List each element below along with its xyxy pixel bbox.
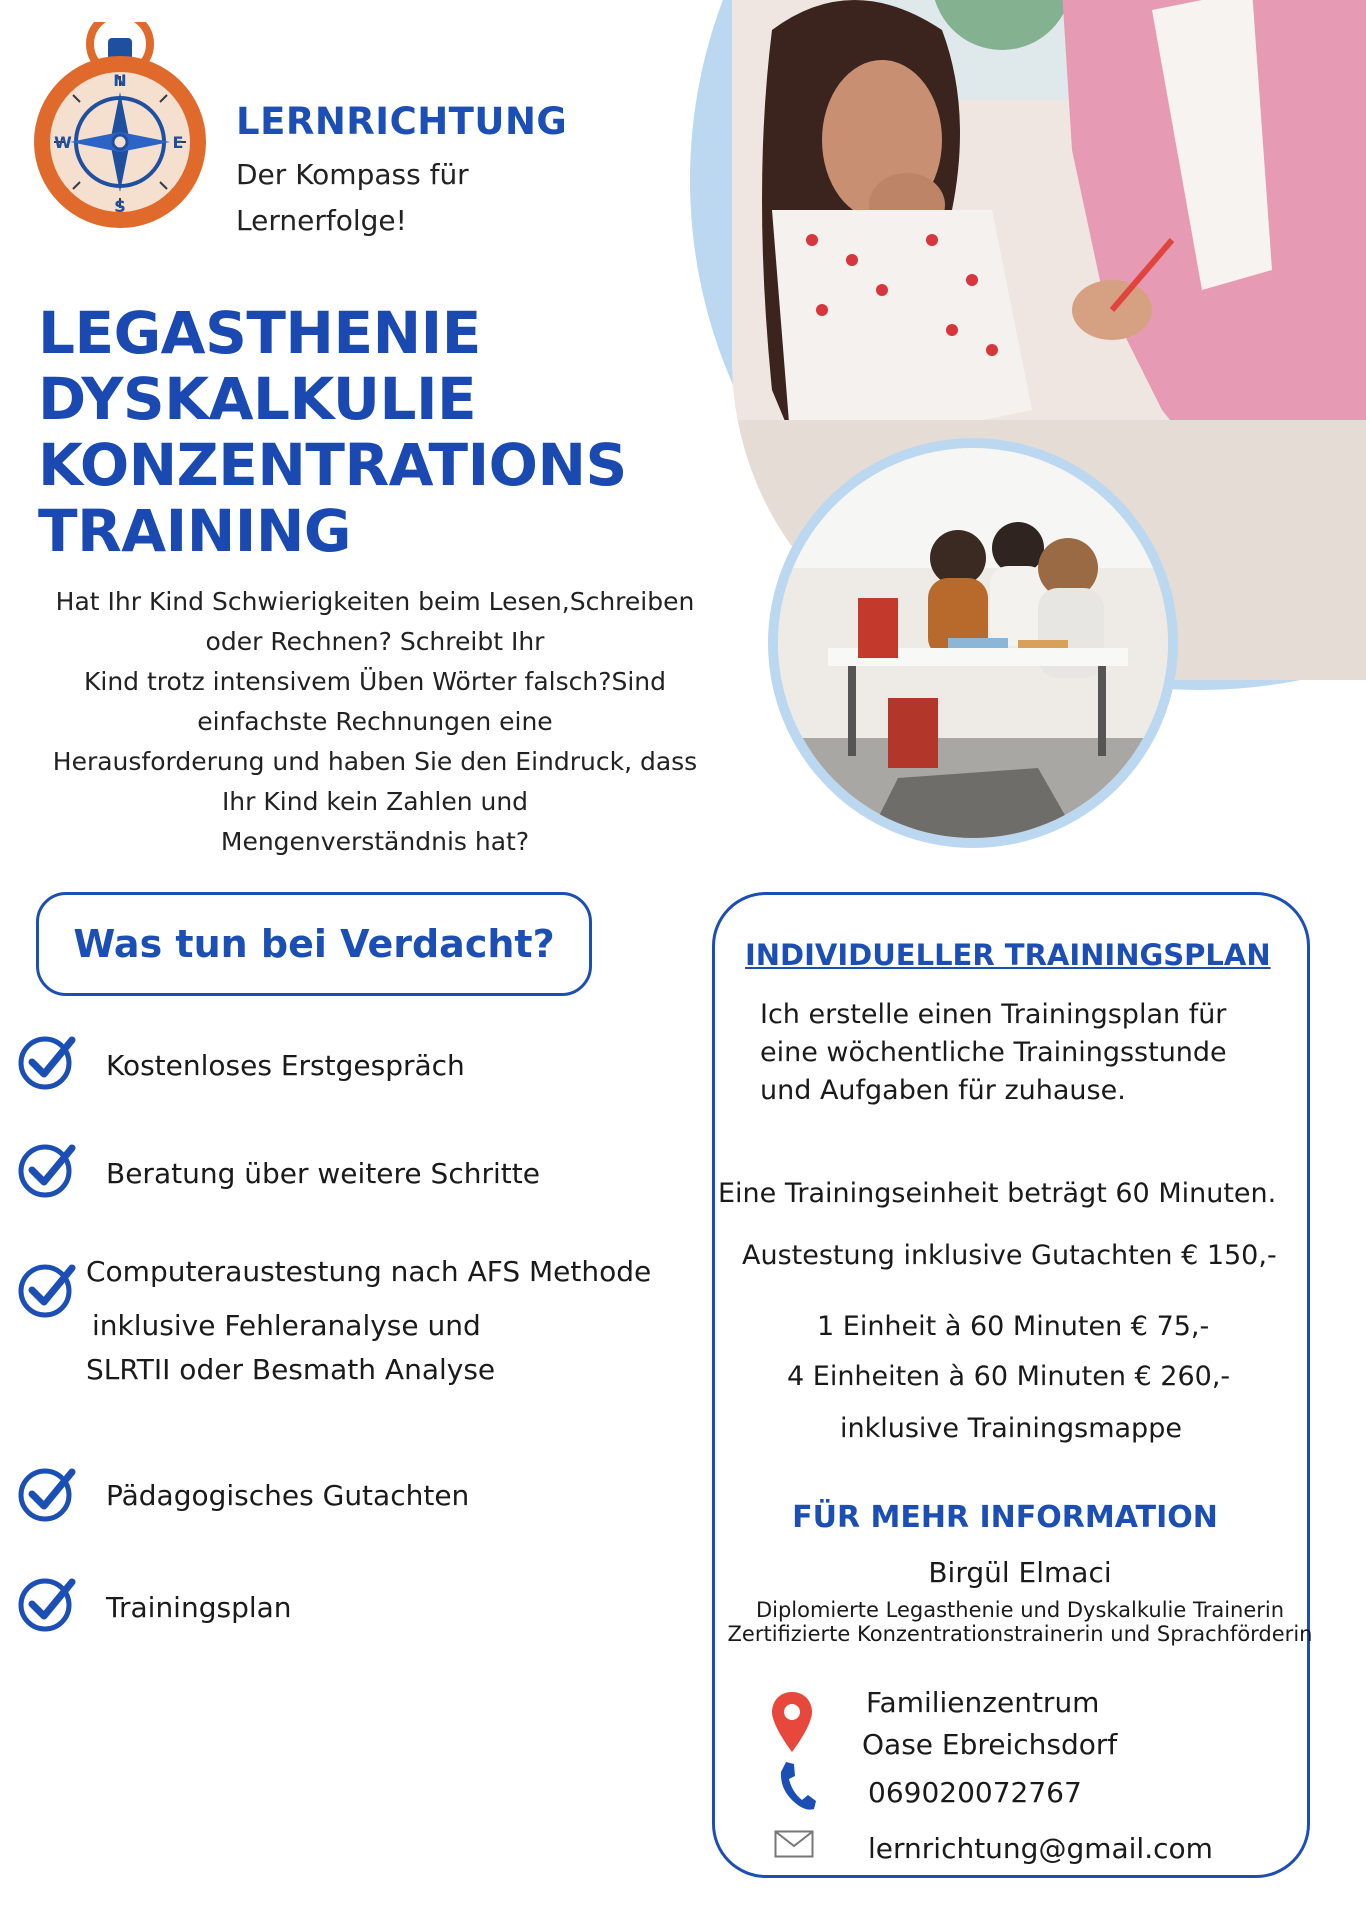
- tagline-line-2: Lernerfolge!: [236, 204, 407, 237]
- intro-line: einfachste Rechnungen eine: [197, 707, 553, 736]
- headline-line-2: DYSKALKULIE: [38, 365, 477, 433]
- duration-text: Eine Trainingseinheit beträgt 60 Minuten.: [718, 1178, 1277, 1209]
- students-at-table-illustration: [778, 448, 1168, 838]
- intro-line: Ihr Kind kein Zahlen und: [221, 787, 529, 816]
- classroom-photo-students: [778, 448, 1168, 838]
- checklist-item: [18, 1250, 651, 1392]
- intro-line: Herausforderung und haben Sie den Eindruck, dass: [52, 747, 698, 776]
- info-title: FÜR MEHR INFORMATION: [792, 1500, 1218, 1535]
- brand-name: LERNRICHTUNG: [236, 100, 568, 143]
- checklist-label-cont: SLRTII oder Besmath Analyse: [86, 1353, 496, 1386]
- tagline-line-1: Der Kompass für: [236, 158, 469, 191]
- headline: [38, 300, 627, 564]
- location-pin-icon: [770, 1690, 814, 1754]
- checklist-label-cont: inklusive Fehleranalyse und: [92, 1309, 481, 1342]
- plan-description: [760, 996, 1227, 1110]
- trainer-credentials: [720, 1598, 1320, 1646]
- checkmark-circle-icon: [18, 1258, 78, 1318]
- plan-text-line: eine wöchentliche Trainingsstunde: [760, 1037, 1227, 1068]
- checkmark-circle-icon: [18, 1572, 78, 1632]
- verdacht-title-box: [36, 892, 592, 996]
- headline-line-4: TRAINING: [38, 497, 351, 565]
- verdacht-title: Was tun bei Verdacht?: [73, 922, 555, 966]
- plan-title: INDIVIDUELLER TRAININGSPLAN: [745, 938, 1271, 972]
- brand-tagline: [236, 152, 469, 244]
- compass-letter-e: E: [172, 133, 184, 152]
- mail-icon: [774, 1830, 814, 1858]
- price-single: 1 Einheit à 60 Minuten € 75,-: [817, 1311, 1210, 1342]
- headline-line-1: LEGASTHENIE: [38, 299, 481, 367]
- checklist-item: [18, 1138, 540, 1198]
- compass-logo: [30, 22, 210, 242]
- location-line-2: Oase Ebreichsdorf: [862, 1728, 1118, 1761]
- checklist-label: Trainingsplan: [106, 1591, 292, 1624]
- price-note: inklusive Trainingsmappe: [840, 1413, 1182, 1444]
- checklist-item: [18, 1030, 465, 1090]
- phone-number[interactable]: 069020072767: [868, 1776, 1082, 1809]
- checklist-label: Kostenloses Erstgespräch: [106, 1049, 465, 1082]
- checklist-label: Beratung über weitere Schritte: [106, 1157, 540, 1190]
- checklist-item: [18, 1572, 292, 1632]
- price-test: Austestung inklusive Gutachten € 150,-: [742, 1240, 1277, 1271]
- checkmark-circle-icon: [18, 1462, 78, 1522]
- compass-icon: [30, 22, 210, 242]
- checklist-label: Pädagogisches Gutachten: [106, 1479, 470, 1512]
- headline-line-3: KONZENTRATIONS: [38, 431, 627, 499]
- plan-text-line: Ich erstelle einen Trainingsplan für: [760, 999, 1227, 1030]
- intro-line: Kind trotz intensivem Üben Wörter falsch?Sind: [83, 667, 667, 696]
- location-line-1: Familienzentrum: [866, 1686, 1100, 1719]
- intro-paragraph: [20, 582, 730, 862]
- email-address[interactable]: lernrichtung@gmail.com: [868, 1832, 1213, 1865]
- intro-line: Mengenverständnis hat?: [220, 827, 530, 856]
- plan-text-line: und Aufgaben für zuhause.: [760, 1075, 1126, 1106]
- checkmark-circle-icon: [18, 1138, 78, 1198]
- intro-line: oder Rechnen? Schreibt Ihr: [205, 627, 545, 656]
- checklist-multiline-text: [86, 1250, 651, 1392]
- compass-letter-s: S: [114, 197, 126, 216]
- checkmark-circle-icon: [18, 1030, 78, 1090]
- checklist-item: [18, 1462, 469, 1522]
- compass-letter-n: N: [113, 71, 127, 90]
- compass-letter-w: W: [54, 133, 72, 152]
- trainer-name: Birgül Elmaci: [928, 1556, 1112, 1589]
- credential-line: Diplomierte Legasthenie und Dyskalkulie Trainerin: [755, 1598, 1285, 1622]
- intro-line: Hat Ihr Kind Schwierigkeiten beim Lesen,Schreiben: [55, 587, 695, 616]
- price-four: 4 Einheiten à 60 Minuten € 260,-: [787, 1361, 1231, 1392]
- credential-line: Zertifizierte Konzentrationstrainerin und Sprachförderin: [727, 1622, 1313, 1646]
- checklist-label: Computeraustestung nach AFS Methode: [86, 1255, 652, 1288]
- phone-icon: [778, 1760, 818, 1812]
